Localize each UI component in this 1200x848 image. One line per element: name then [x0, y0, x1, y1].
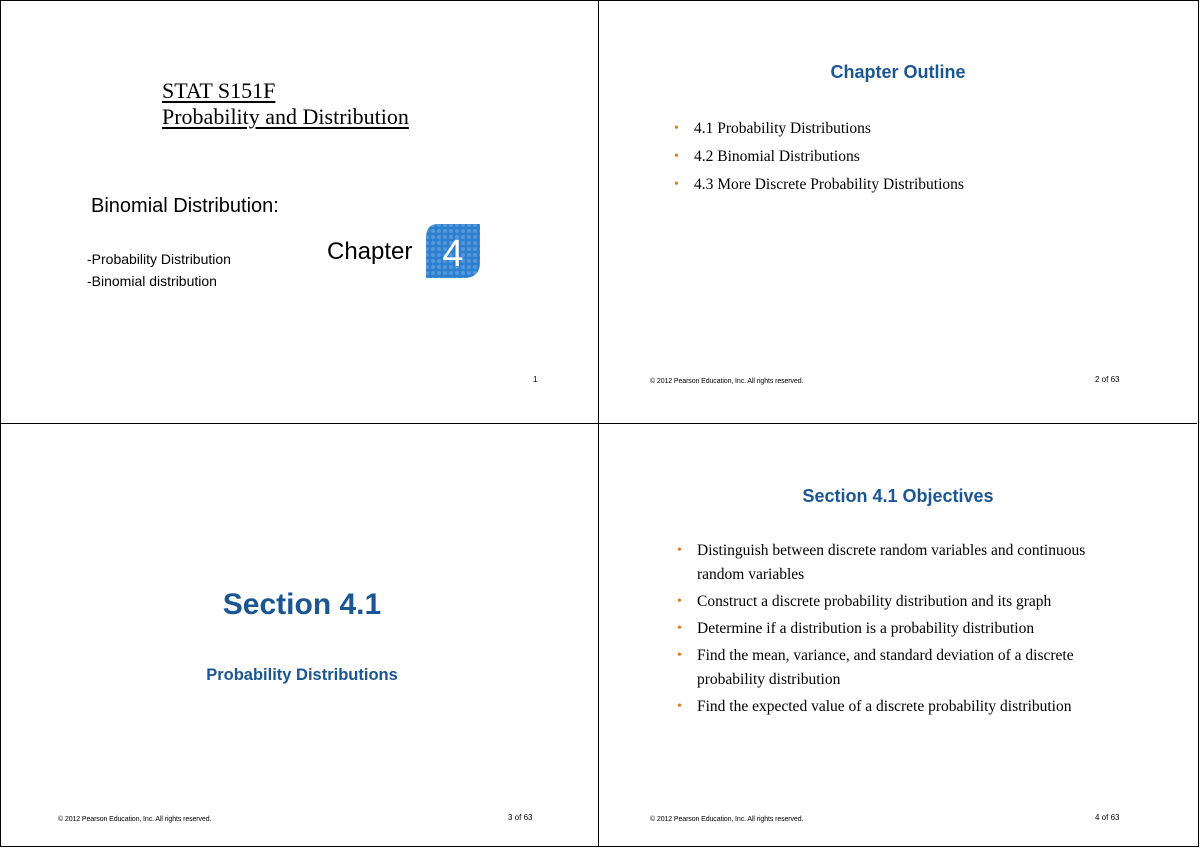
outline-list	[672, 115, 1152, 199]
list-item: • Find the mean, variance, and standard deviation of a discrete probability distribution	[675, 644, 1115, 692]
page-number: 1	[533, 375, 538, 384]
bullet-icon: •	[677, 699, 682, 714]
chapter-label: Chapter	[327, 238, 413, 265]
objectives-list	[675, 539, 1115, 722]
slide-3	[0, 424, 598, 847]
chapter-number: 4	[442, 233, 464, 275]
topic-list	[87, 248, 231, 292]
copyright-text: © 2012 Pearson Education, Inc. All rights reserved.	[58, 816, 212, 823]
copyright-text: © 2012 Pearson Education, Inc. All rights reserved.	[650, 816, 804, 823]
list-item: • 4.1 Probability Distributions	[672, 115, 1152, 143]
bullet-icon: •	[677, 621, 682, 636]
list-item: • Construct a discrete probability distribution and its graph	[675, 590, 1115, 614]
bullet-icon: •	[674, 121, 679, 136]
slide-4	[599, 424, 1197, 847]
bullet-icon: •	[674, 177, 679, 192]
course-heading	[162, 78, 409, 130]
section-title: Section 4.1	[222, 588, 382, 621]
list-item: • 4.3 More Discrete Probability Distributions	[672, 171, 1152, 199]
list-item: • Distinguish between discrete random variables and continuous random variables	[675, 539, 1115, 587]
list-item: • Determine if a distribution is a probability distribution	[675, 617, 1115, 641]
copyright-text: © 2012 Pearson Education, Inc. All rights reserved.	[650, 378, 804, 385]
page-number: 2 of 63	[1095, 375, 1120, 384]
chapter-badge	[424, 222, 482, 280]
slide-title: Section 4.1 Objectives	[802, 486, 994, 506]
section-subtitle: Probability Distributions	[206, 666, 398, 684]
slide-subtitle: Binomial Distribution:	[91, 195, 279, 217]
page-number: 3 of 63	[508, 813, 533, 822]
slide-1	[0, 0, 598, 423]
list-item: • 4.2 Binomial Distributions	[672, 143, 1152, 171]
topic-item: -Binomial distribution	[87, 273, 217, 289]
bullet-icon: •	[674, 149, 679, 164]
bullet-icon: •	[677, 594, 682, 609]
bullet-icon: •	[677, 648, 682, 663]
page-number: 4 of 63	[1095, 813, 1120, 822]
course-code: STAT S151F	[162, 78, 276, 103]
topic-item: -Probability Distribution	[87, 251, 231, 267]
course-name: Probability and Distribution	[162, 104, 409, 129]
list-item: • Find the expected value of a discrete probability distribution	[675, 695, 1115, 719]
bullet-icon: •	[677, 543, 682, 558]
slide-2	[599, 0, 1197, 423]
slide-title: Chapter Outline	[830, 62, 966, 82]
